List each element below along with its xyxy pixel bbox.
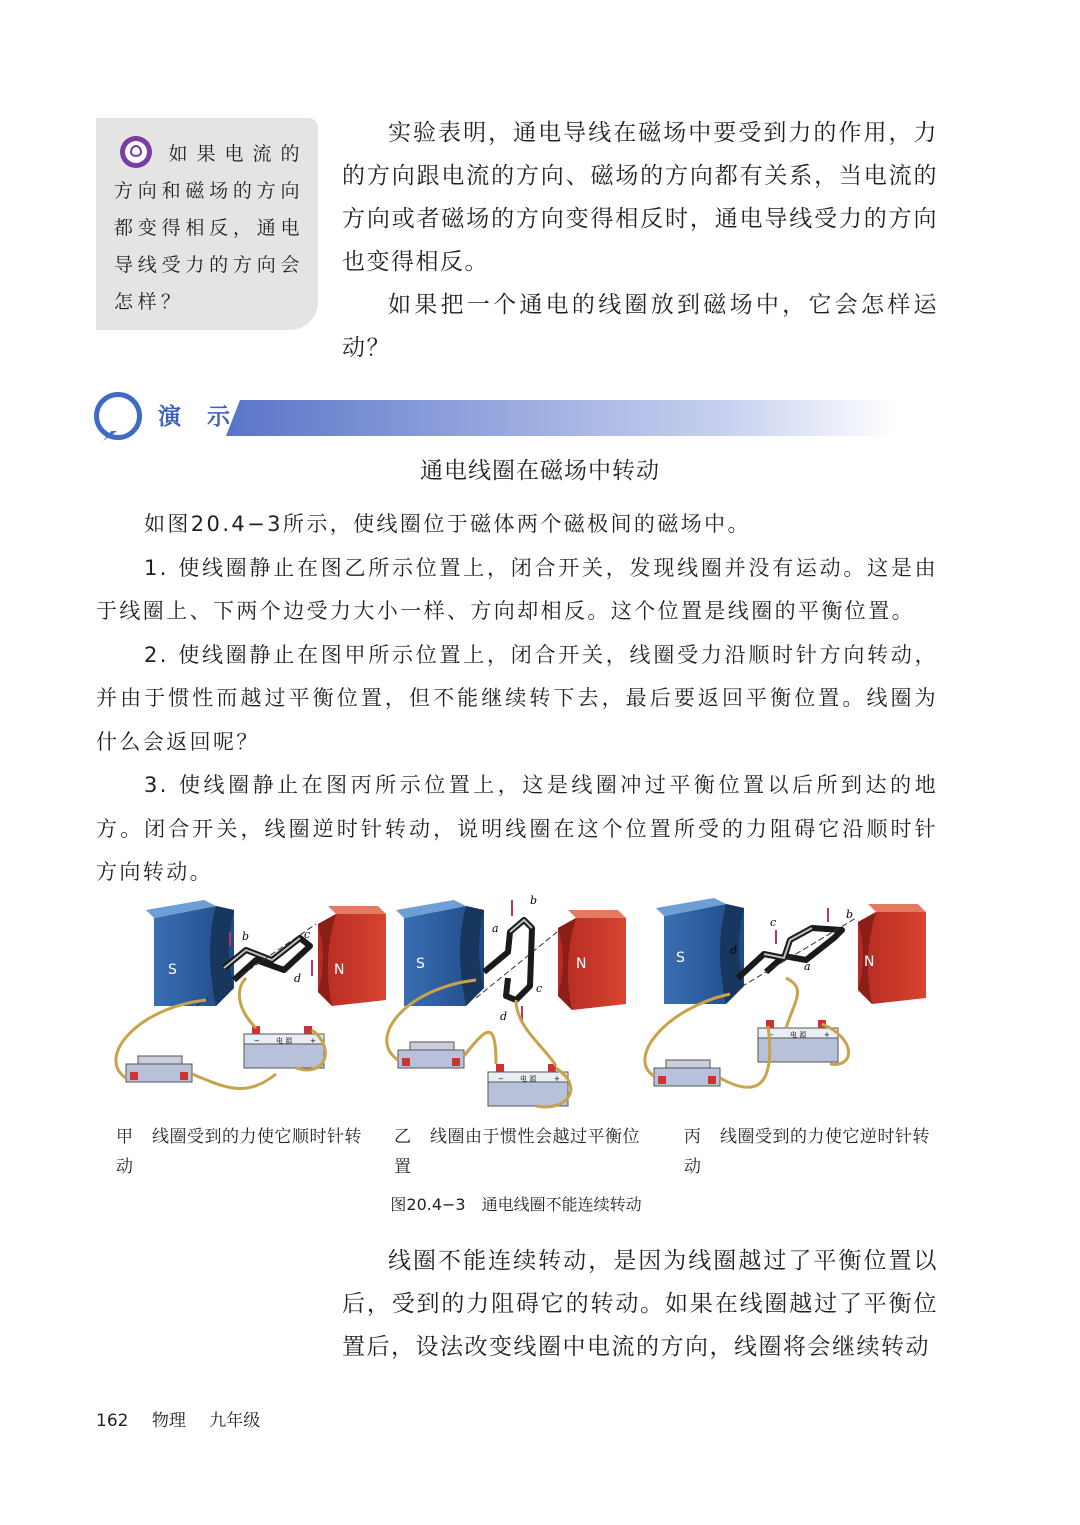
thinking-sidebar — [96, 118, 318, 330]
caption-bing — [684, 1122, 934, 1182]
switch — [126, 1056, 192, 1082]
label-b: b — [530, 894, 538, 907]
n-pole-magnet — [318, 906, 386, 1006]
caption-yi — [394, 1122, 644, 1182]
paragraph-coil-question: 如果把一个通电的线圈放到磁场中，它会怎样运动？ — [342, 292, 938, 361]
demo-step-3: 3. 使线圈静止在图丙所示位置上，这是线圈冲过平衡位置以后所到达的地方。闭合开关，线圈逆时针转动，说明线圈在这个位置所受的力阻碍它沿顺时针方向转动。 — [96, 773, 938, 884]
label-a: a — [804, 960, 811, 973]
label-d: d — [500, 1010, 508, 1023]
page-footer — [96, 1406, 278, 1431]
caption-jia — [116, 1122, 366, 1182]
label-d: d — [730, 944, 738, 957]
svg-text:+: + — [554, 1075, 560, 1083]
n-pole-magnet — [858, 904, 926, 1004]
demo-label: 演 示 — [158, 404, 240, 430]
caption-letter: 丙 — [684, 1127, 702, 1147]
svg-text:−: − — [768, 1031, 774, 1039]
svg-text:+: + — [824, 1031, 830, 1039]
page-number: 162 — [96, 1411, 129, 1431]
svg-text:电 源: 电 源 — [520, 1075, 537, 1083]
svg-text:−: − — [498, 1075, 504, 1083]
caption-text: 线圈由于惯性会越过平衡位置 — [394, 1127, 640, 1177]
svg-text:电 源: 电 源 — [276, 1037, 293, 1045]
label-a: a — [492, 922, 499, 935]
panel-yi — [387, 894, 626, 1107]
label-b: b — [846, 908, 854, 921]
power-supply — [488, 1064, 568, 1106]
svg-text:−: − — [254, 1037, 260, 1045]
label-c: c — [536, 982, 543, 995]
footer-subject: 物理 — [151, 1411, 186, 1431]
paragraph-force-direction: 实验表明，通电导线在磁场中要受到力的作用，力的方向跟电流的方向、磁场的方向都有关系，当电流的方向或者磁场的方向变得相反时，通电导线受力的方向也变得相反。 — [342, 120, 938, 275]
label-c: c — [304, 928, 311, 941]
n-label: N — [576, 956, 587, 972]
demo-header-bar — [226, 400, 896, 436]
caption-letter: 乙 — [394, 1127, 412, 1147]
experiment-title: 通电线圈在磁场中转动 — [420, 458, 660, 484]
figure-title: 图20.4−3 通电线圈不能连续转动 — [390, 1195, 642, 1214]
demo-text — [96, 503, 938, 895]
label-b: b — [242, 930, 250, 943]
s-label: S — [168, 962, 177, 978]
n-label: N — [864, 954, 875, 970]
sidebar-question: 如果电流的方向和磁场的方向都变得相反，通电导线受力的方向会怎样？ — [114, 143, 304, 313]
s-label: S — [676, 950, 685, 966]
demo-step-2: 2. 使线圈静止在图甲所示位置上，闭合开关，线圈受力沿顺时针方向转动，并由于惯性而越过平衡位置，但不能继续转下去，最后要返回平衡位置。线圈为什么会返回呢？ — [96, 642, 938, 754]
switch — [654, 1060, 720, 1086]
demo-speech-icon — [94, 392, 142, 440]
label-c: c — [770, 916, 777, 929]
caption-letter: 甲 — [116, 1127, 134, 1147]
n-pole-magnet — [558, 910, 626, 1010]
power-supply — [244, 1026, 324, 1068]
panel-bing — [645, 898, 926, 1087]
caption-text: 线圈受到的力使它顺时针转动 — [116, 1127, 362, 1177]
panel-jia — [116, 900, 386, 1088]
s-pole-magnet — [146, 900, 234, 1006]
switch — [398, 1042, 464, 1068]
footer-grade: 九年级 — [209, 1411, 261, 1431]
s-label: S — [416, 956, 425, 972]
s-pole-magnet — [396, 900, 484, 1006]
caption-text: 线圈受到的力使它逆时针转动 — [684, 1127, 930, 1177]
demo-step-1: 1. 使线圈静止在图乙所示位置上，闭合开关，发现线圈并没有运动。这是由于线圈上、下两个边受力大小一样、方向却相反。这个位置是线圈的平衡位置。 — [96, 555, 938, 623]
svg-text:电 源: 电 源 — [790, 1031, 807, 1039]
n-label: N — [334, 962, 345, 978]
svg-text:+: + — [310, 1037, 316, 1045]
paragraph-closing: 线圈不能连续转动，是因为线圈越过了平衡位置以后，受到的力阻碍它的转动。如果在线圈越过了平衡位置后，设法改变线圈中电流的方向，线圈将会继续转动 — [342, 1248, 938, 1360]
label-d: d — [294, 972, 302, 985]
coil-rotation-figure — [96, 888, 946, 1128]
demo-intro: 如图20.4−3所示，使线圈位于磁体两个磁极间的磁场中。 — [144, 512, 751, 536]
